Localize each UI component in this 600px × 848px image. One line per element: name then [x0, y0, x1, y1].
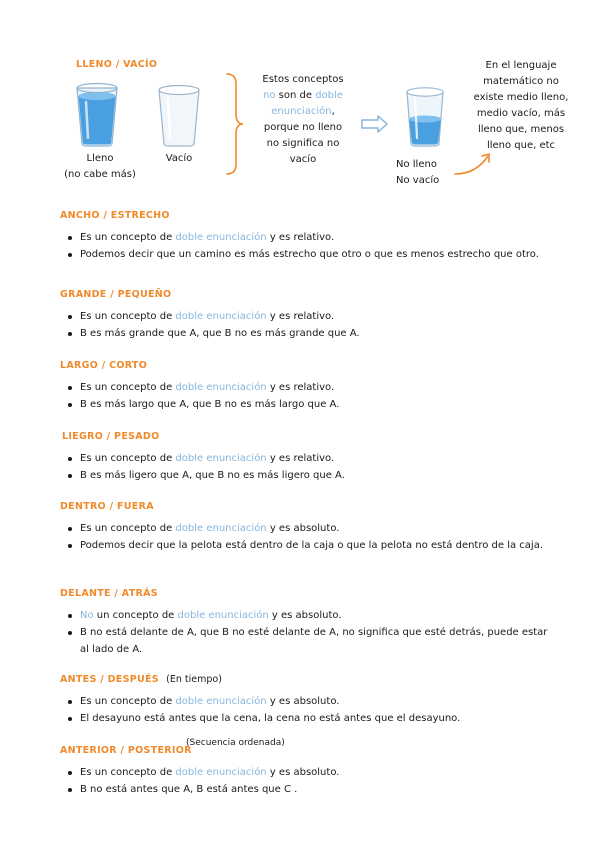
list-item: Es un concepto de doble enunciación y es absoluto.	[66, 764, 556, 781]
concept-line-6: vacío	[289, 154, 317, 165]
section-list-delante-atras	[66, 607, 556, 658]
list-item: El desayuno está antes que la cena, la cena no está antes que el desayuno.	[66, 710, 556, 727]
math-note	[462, 58, 580, 154]
section-list-ancho-estrecho	[66, 229, 556, 263]
section-list-anterior-posterior	[66, 764, 556, 798]
section-note: (En tiempo)	[166, 674, 222, 685]
math-note-line: existe medio lleno,	[473, 92, 569, 103]
math-note-line: matemático no	[483, 76, 559, 87]
section-title-grande-pequeno: GRANDE / PEQUEÑO	[60, 289, 172, 300]
section-title-ligero-pesado: LIEGRO / PESADO	[62, 431, 160, 442]
list-item: Es un concepto de doble enunciación y es absoluto.	[66, 693, 556, 710]
section-title-ancho-estrecho: ANCHO / ESTRECHO	[60, 210, 170, 221]
math-note-line: lleno que, etc	[486, 140, 556, 151]
no-lleno-label: No lleno	[396, 159, 437, 170]
concept-note	[244, 72, 362, 168]
no-vacio-label: No vacío	[396, 175, 440, 186]
empty-glass-icon	[156, 84, 202, 148]
lleno-sublabel: (no cabe más)	[64, 169, 136, 180]
list-item: Es un concepto de doble enunciación y es relativo.	[66, 308, 556, 325]
list-item: No un concepto de doble enunciación y es absoluto.	[66, 607, 556, 624]
list-item: B es más ligero que A, que B no es más ligero que A.	[66, 467, 556, 484]
section-list-dentro-fuera	[66, 520, 556, 554]
curved-arrow-icon	[452, 150, 498, 180]
math-note-line: En el lenguaje	[485, 60, 557, 71]
concept-line-3: enunciación,	[271, 106, 335, 117]
section-title-delante-atras: DELANTE / ATRÁS	[60, 588, 158, 599]
section-list-ligero-pesado	[66, 450, 556, 484]
math-note-line: lleno que, menos	[477, 124, 565, 135]
math-note-line: medio vacío, más	[476, 108, 566, 119]
list-item: B es más grande que A, que B no es más grande que A.	[66, 325, 556, 342]
list-item: Es un concepto de doble enunciación y es relativo.	[66, 450, 556, 467]
lleno-label: Lleno	[86, 153, 114, 164]
list-item: Es un concepto de doble enunciación y es absoluto.	[66, 520, 556, 537]
list-item: B no está antes que A, B está antes que C .	[66, 781, 556, 798]
concept-line-4: porque no lleno	[263, 122, 343, 133]
figure-title: LLENO / VACÍO	[76, 59, 158, 70]
list-item: B es más largo que A, que B no es más largo que A.	[66, 396, 556, 413]
section-title-anterior-posterior: ANTERIOR / POSTERIOR	[60, 745, 192, 756]
section-title-dentro-fuera: DENTRO / FUERA	[60, 501, 154, 512]
concept-line-2: no son de doble	[263, 90, 343, 101]
list-item: B no está delante de A, que B no esté delante de A, no significa que esté detrás, puede estar al lado de A.	[66, 624, 556, 658]
list-item: Podemos decir que la pelota está dentro de la caja o que la pelota no está dentro de la caja.	[66, 537, 556, 554]
section-list-largo-corto	[66, 379, 556, 413]
section-title-antes-despues: ANTES / DESPUÉS (En tiempo)	[60, 674, 222, 685]
concept-line-1: Estos conceptos	[262, 74, 344, 85]
section-list-grande-pequeno	[66, 308, 556, 342]
section-list-antes-despues	[66, 693, 556, 727]
half-glass-icon	[404, 86, 446, 148]
section-note: (Secuencia ordenada)	[186, 738, 285, 748]
concept-line-5: no significa no	[266, 138, 340, 149]
vacio-label: Vacío	[165, 153, 193, 164]
full-glass-icon	[74, 82, 120, 148]
section-title-largo-corto: LARGO / CORTO	[60, 360, 148, 371]
brace-icon	[224, 72, 246, 176]
list-item: Podemos decir que un camino es más estrecho que otro o que es menos estrecho que otro.	[66, 246, 556, 263]
arrow-right-icon	[360, 114, 390, 134]
list-item: Es un concepto de doble enunciación y es relativo.	[66, 379, 556, 396]
list-item: Es un concepto de doble enunciación y es relativo.	[66, 229, 556, 246]
